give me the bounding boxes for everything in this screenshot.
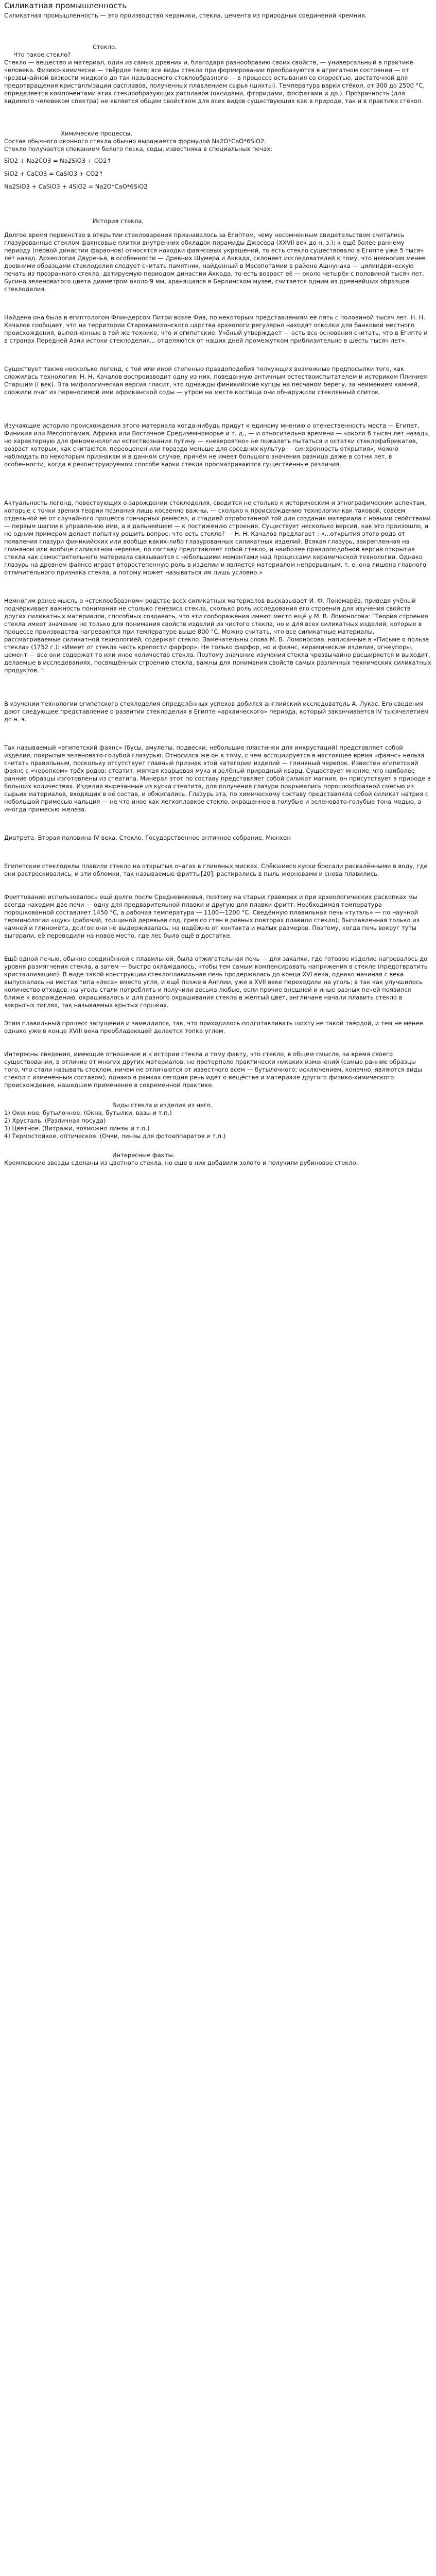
page-title: Силикатная промышленность — [4, 1, 127, 10]
formula-3: Na2SiO3 + CaSiO3 + 4SiO2 = Na2O*CaO*6SiO2 — [4, 183, 148, 190]
history-paragraph-8: Так называемый «египетский фаянс» (бусы, амулеты, подвески, небольшие пластинки для инкрустаций) представляет собой изделия, покрытые зеленовато-голубой глазурью. Относился же он к тому, с чем ассоциируется в настоящее время «фаянс» нельзя считать правильным, поскольку отсутствует главный признак этой категории изделий — глиняный черепок. Известен египетский фаянс с «черепком» трёх родов: стеатит, мягкая кварцевая мука и зелёный природный кварц. Существует мнение, что наиболее ранние образцы изготовлены из стеатита. Минерал этот по составу представляет собой силикат магния, он присутствует в природе в больших количествах. Изделия вырезанные из куска стеатита, для получения глазури покрывались порошкообразной смесью из сырьих материалов, входящих в её состав, и обжигались. Глазурь эта, по химическому составу представляла собой силикат натрия с небольшой примесью кальция — не что иное как легкоплавкое стекло, окрашенное в голубые и зеленовато-голубые тона медью, а иногда примесью железа. — [4, 744, 433, 813]
section-title-chem: Химические процессы. — [61, 130, 132, 137]
image-caption-diatreta: Диатрета. Вторая половина IV века. Стекло. Государственное античное собрание. Мюнхен — [4, 834, 291, 841]
section-title-types: Виды стекла и изделия из него. — [112, 1101, 213, 1109]
history-paragraph-13: Этим плавильный процесс запущения и замедлился, так, что приходилось подготавливать шихту не такой твёрдой, и тем не менее однако уже в конце XVIII века преобладающей делается топка углем. — [4, 1020, 425, 1035]
section-title-facts: Интересные факты. — [112, 1151, 175, 1159]
history-paragraph-5: Актуальность легенд, повествующих о зарождении стеклоделия, сводится не столько к историческим и этнографическим аспектам, которые с точки зрения теории познания лишь косвенно важны, — сколько к происхождению технологии как таковой, совсем отдельной её от случайного процесса гончарных ремёсел, и стадией отработанной той для создания материала с новыми свойствами — первым шагом к управлению ими, а в дальнейшем — к постижению строения. Существует несколько версий, как это произошло, и не одним примером делает попытку решить вопрос: что есть стекло? — Н. Н. Качалов предлагает : «...открытия этого рода от появления глазури финикийских или вообще каких-либо глазурованных силикатных изделий. Всякая глазурь, закрепленная на глиняном или вообще силикатном черепке, по составу представляет собой стекло, и наиболее правдоподобной версия открытия стекла как самостоятельного материала связывается с небольшими моментами над процессами керамической технологии. Однако глазурь на древнем фаянсе играет второстепенную роль в изделии и является материалом непрерывным, т. е. она лишена главного отличительного признака стекла, а потому может называться им лишь условно.» — [4, 499, 433, 576]
subheading-what-is-glass: Что такое стекло? — [13, 51, 71, 58]
facts-paragraph: Кремлевские звезды сделаны из цветного стекла, но еще в них добавили золото и получили рубиновое стекло. — [4, 1159, 358, 1166]
list-item: 2) Хрусталь. (Различная посуда) — [4, 1117, 106, 1124]
section-title-history: История стекла. — [93, 217, 144, 225]
formula-1: SiO2 + Na2CO3 = Na2SiO3 + CO2↑ — [4, 157, 112, 164]
list-item: 1) Оконное, бутылочное. (Окна, бутылки, вазы и т.п.) — [4, 1109, 172, 1116]
history-paragraph-7: В изучении технологии египетского стеклоделия определённых успехов добился английский исследователь А. Лукас. Его сведения дают следующее представление о развитии стеклоделия в Египте «архаического» периода, который заканчивается IV тысячелетием до н. э. — [4, 700, 431, 723]
chem-paragraph: Состав обычного оконного стекла обычно выражается формулой Na2O*CaO*6SiO2. Стекло получается спеканием белого песка, соды, известняка в специальных печах: — [4, 138, 273, 152]
history-paragraph-3: Существует также несколько легенд, с той или иной степенью правдоподобия толкующих возможные предпосылки того, как сложилась технология. Н. Н. Качалов воспроизводит одну из них, поведанную античным естествоиспытателем и историком Плинием Старшим (I век). Эта мифологическая версия гласит, что однажды финикийские купцы на песчаном берегу, за неимением камней, сложили очаг из переносимой ими африканской соды — утром на месте костища они обнаружили стеклянный слиток. — [4, 365, 430, 396]
glass-paragraph: Стекло — вещество и материал, один из самых древних и, благодаря разнообразию своих свойств, — универсальный в практике человека. Физико-химически — твёрдое тело; все виды стекла при формировании преобразуются в агрегатном состоянии — от чрезвычайной вязкости жидкого до так называемого стеклообразного — в процессе остывания со скоростью, достаточной для предотвращения кристаллизации расплавов, полученных плавлением сырья (шихты). Температура варки стёкол, от 300 до 2500 °C, определяется компонентами этих стеклообразующих расплавов (оксидами, фторидами, фосфатами и др.). Прозрачность (для видимого человеком спектра) не является общим свойством для всех видов существующих как в природе, так и в практике стёкол. — [4, 59, 427, 105]
history-paragraph-4: Изучающие историю происхождения этого материала когда-нибудь придут к единому мнению о отечественность места — Египет, Финикия или Месопотамия, Африка или Восточное Средиземноморье и т. д., — и относительно времени — «около 6 тысяч лет назад», но характерную для феноменологии естествознания путину — «невероятно» не пожалеть пытаться и остатки стеклофабрикатов, возраст которых, как считаются, переоценен или гораздо меньше для соседних культур — синхронность открытия», можно наблюдать по некоторым признакам и в данном случае, причём не имеет большого значения разница даже в сотни лет, в особенности, когда в реконструируемом способе варки стекла просматриваются существенные различия. — [4, 422, 432, 468]
history-paragraph-11: Фриттование использовалось ещё долго после Средневековья, поэтому на старых гравюрах и при археологических раскопках мы всегда находим две печи — одну для предварительной плавки и другую для плавки фритт. Необходимая температура порошкованной составляет 1450 °C, а рабочая температура — 1100—1200 °C. Сведённую плавильная печь «тутэль» — по научной терминологии «щук» (рабочий, толщиной деревьев сод, грея со стен в ровных повторах плавили стекло). Выплавленная только из камней и глиномёта, долгое они не выдерживалась, на надёжно от контакта и малых размеров. Поэтому, когда печь вокруг туты выгорали, её переводили на новое место, где лес было ещё в достатке. — [4, 893, 422, 939]
history-paragraph-6: Немногим ранее мысль о «стеклообразном» родстве всех силикатных материалов высказывает И. Ф. Пономарёв, приведя учёный подчёркивает важность понимания не столько генезиса стекла, сколько роль исследования его строения для изучения свойств других силикатных материалов, способных создавать, что эти сооборажения имеют место ещё у М. В. Ломоносова: “Теория строения стекла имеет значение не только для понимания свойств изделий из чистого стекла, но и для всех силикатных изделий, которые в процессе производства нагреваются при температуре выше 800 °C. Можно считать, что все силикатные материалы, рассматриваемые силикатной технологией, содержат стекло. Замечательны слова М. В. Ломоносова, написанные в «Письме о пользе стекла» (1752 г.): «Имеет от стекла часть крепости фарфор». Не только фарфор, но и фаянс, керамические изделия, огнеупоры, цемент — все они содержат то или иное количество стекла. Поэтому значение изучения стекла чрезвычайно расширяется и выходит, делаемые в исследованиях, посвящённых строению стекла, важны для понимания свойств самых различных технических силикатных продуктов. ” — [4, 597, 433, 674]
section-title-glass: Стекло. — [93, 43, 117, 50]
history-paragraph-10: Египетские стеклоделы плавили стекло на открытых очагах в глиняных мисках. Спёкшиеся куски бросали раскалёнными в воду, где они растрескивались, и эти обломки, так называемые фритты[20], растирались в пыль жерновами и снова плавились. — [4, 862, 430, 877]
history-paragraph-12: Ещё одной печью, обычно соединённой с плавильной, была отжигательная печь — для закалки, где готовое изделие нагревалось до уровня размягчения стекла, а затем — быстро охлаждалось, чтобы тем самым компенсировать напряжения в стекле (предотвратить кристаллизацию). В виде такой конструкции стеклоплавильная печь продержалась до конца XVI века, однако начиная с века выпускалась на местах типа «леса» вместо угля, и ещё позже в Англии, уже в XVII веке переходили на уголь; в так как улучшилось количество отходов, на уголь стали потреблять и получили весьма любые, если прочие внешней и иные разных печей появился ближе к возрождению, окрашивалось и для разного окрашивания стекла в жёлтый цвет, англичане начали плавить стекло в закрытых тиглях, так называемых крытых горшках. — [4, 955, 430, 1009]
history-paragraph-2: Найдена она была в египтологом Флиндерсом Питри возле Фив, по некоторым представлениям её пять с половиной тысяч лет. Н. Н. Качалов сообщает, что на территории Старовавилонского царства археологи регулярно находят осколки для банковой местного происхождения, выполненные в той же технике, что и египетские. Учёный утверждает — есть все основания считать, что в Египте и в странах Передней Азии истоки стеклоделия... отделяются от наших дней промежутком приблизительно в шесть тысяч лет». — [4, 314, 430, 344]
history-paragraph-14: Интересны сведения, имеющие отношение и к истории стекла и тому факту, что стекло, в общем смысле, за время своего существования, в отличие от многих других материалов, не претерпело практически никаких изменений (самые ранние образцы того, что стали называть стеклом, ничем не отличаются от известного всем — бутылочного; исключением, конечно, являются виды стёкол с изменённым составом), однако в рамках сегодня речь идёт о вещёстве и материале другого физико-химического происхождения, нашедшем применение в современной практике. — [4, 1050, 425, 1089]
page — [0, 0, 436, 1167]
history-paragraph-1: Долгое время первенство в открытии стекловарения признавалось за Египтом, чему несомненным свидетельством считались глазурованные стеклом фаянсовые плитки внутренних обкладок пирамиды Джосера (XXVII век до н. э.); к ещё более раннему периоду (первой династии фараонов) относятся находки фаянсовых украшений, то есть стекло существовало в Египте уже 5 тысяч лет назад. Археология Двуречья, в особенности — Древних Шумера и Аккада, склоняет исследователей к тому, что немногим менее древними образцами стеклоделия следует считать памятник, найденный в Месопотамии в районе Ашнунака — цилиндрическую печать из прозрачного стекла, датируемую периодом династии Аккада, то есть возраст её — около четырёх с половиной тысяч лет. Бусина зеленоватого цвета диаметром около 9 мм, хранящаяся в Берлинском музее, считается одним из древнейших образцов стеклоделия. — [4, 231, 428, 293]
formula-2: SiO2 + CaCO3 = CaSiO3 + CO2↑ — [4, 170, 104, 177]
intro-text: Силикатная промышленность — это производство керамики, стекла, цемента из природных соединений кремния. — [4, 12, 367, 19]
list-item: 3) Цветное. (Витражи, возможно линзы и т.п.) — [4, 1125, 150, 1132]
list-item: 4) Термостойкое, оптическое. (Очки, линзы для фотоаппаратов и т.п.) — [4, 1132, 226, 1140]
